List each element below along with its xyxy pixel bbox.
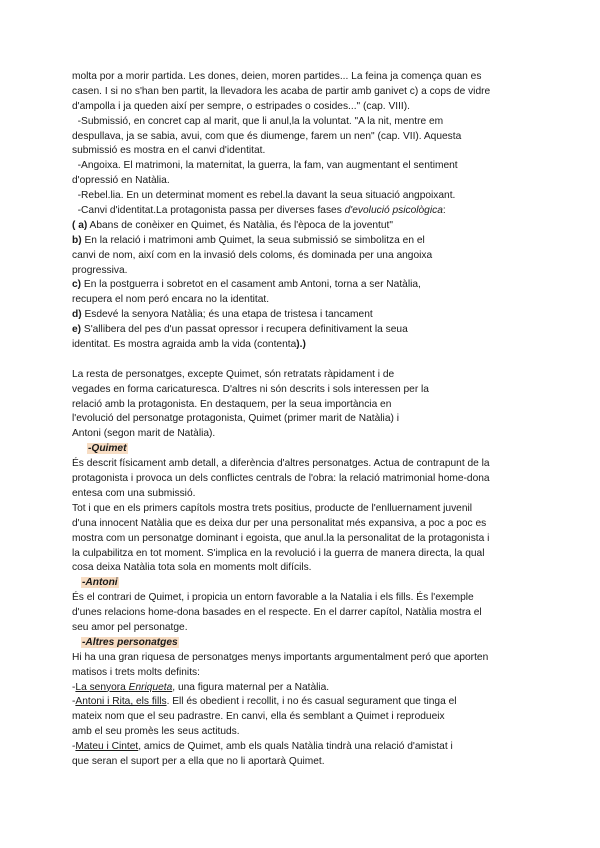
quimet-heading-line	[72, 442, 532, 457]
altres-heading-line	[72, 636, 532, 651]
paragraph-line: protagonista i provoca un dels conflictes centrals de l'obra: la relació matrimonial home-dona	[72, 473, 490, 485]
character-name-italic: Enriqueta	[128, 681, 173, 693]
paragraph-line: És descrit físicament amb detall, a diferència d'altres personatges. Actua de contrapunt de la	[72, 458, 490, 470]
canvi-prefix: -Canvi d'identitat.La protagonista passa per diverses fases	[72, 205, 345, 217]
canvi-suffix: :	[442, 205, 446, 217]
paragraph-line: l'evolució del personatge protagonista, Quimet (primer marit de Natàlia) i	[72, 413, 399, 425]
paragraph-line: canvi de nom, així com en la invasió dels coloms, és dominada per una angoixa	[72, 249, 433, 261]
paragraph-line: d'una innocent Natàlia que es deixa dur per una personalitat més expansiva, a poc a poc es	[72, 517, 487, 529]
section-heading-quimet: -Quimet	[88, 443, 127, 455]
character-description: . Ell és obedient i recollit, i no és casual segurament que tinga el	[166, 696, 457, 708]
paragraph-line: d'opressió en Natàlia.	[72, 175, 170, 187]
canvi-identitat-line	[72, 204, 532, 219]
canvi-emphasis: d'evolució psicològica	[344, 205, 443, 217]
phase-a	[72, 219, 532, 234]
paragraph-line: entesa com una submissió.	[72, 487, 196, 499]
dash: -	[72, 681, 76, 693]
phase-letter: d)	[72, 309, 82, 321]
section-heading-altres: -Altres personatges	[82, 636, 178, 648]
paragraph-line: despullava, ja se sabia, avui, com que és diumenge, farem un nen" (cap. VII). Aquesta	[72, 130, 462, 142]
phase-text: Abans de conèixer en Quimet, és Natàlia, és l'època de la joventut"	[87, 219, 393, 231]
phase-d	[72, 308, 532, 323]
phase-text: Esdevé la senyora Natàlia; és una etapa de tristesa i tancament	[81, 309, 373, 321]
phase-letter: c)	[72, 279, 82, 291]
paragraph-line: -Submissió, en concret cap al marit, que li anul,la la voluntat. "A la nit, mentre em	[72, 115, 444, 127]
phase-c	[72, 278, 532, 293]
paragraph-line: progressiva.	[72, 264, 128, 276]
paragraph-line: Tot i que en els primers capítols mostra trets positius, producte de l'enlluernament juvenil	[72, 502, 473, 514]
paragraph-line: La resta de personatges, excepte Quimet, són retratats ràpidament i de	[72, 368, 395, 380]
character-fills	[72, 695, 532, 710]
character-name-prefix: La senyora	[75, 681, 129, 693]
phase-letter: b)	[72, 234, 82, 246]
section-heading-antoni: -Antoni	[82, 577, 118, 589]
dash: -	[72, 741, 76, 753]
paragraph-line: recupera el nom peró encara no la identitat.	[72, 294, 270, 306]
character-description: , una figura maternal per a Natàlia.	[172, 681, 330, 693]
document-page	[72, 70, 532, 770]
paragraph-line: seu amor pel personatge.	[72, 621, 188, 633]
phase-e	[72, 323, 532, 338]
character-name: Mateu i Cintet	[75, 741, 139, 753]
character-name	[75, 682, 172, 693]
spacer	[72, 353, 532, 368]
paragraph-line: amb el seu promès les seus actituds.	[72, 726, 240, 738]
paragraph-line: d'unes relacions home-dona basades en el respecte. En el darrer capítol, Natàlia mostra el	[72, 607, 482, 619]
phase-text: S'allibera del pes d'un passat opressor i recupera definitivament la seua	[81, 324, 408, 336]
paragraph-line: molta por a morir partida. Les dones, deien, moren partides... La feina ja comença quan es	[72, 71, 482, 82]
paragraph-line: submissió es mostra en el canvi d'identitat.	[72, 145, 266, 157]
paragraph-line: casen. I si no s'han ben partit, la llevadora les acaba de partir amb ganivet c) a cops de vidre	[72, 85, 491, 97]
paragraph-line: mateix nom que el seu padrastre. En canvi, ella és semblant a Quimet i reprodueix	[72, 711, 445, 723]
paragraph-line: mostra com un personatge dominant i egoista, que anul.la la personalitat de la protagonista i	[72, 532, 490, 544]
paragraph-line: -Angoixa. El matrimoni, la maternitat, la guerra, la fam, van augmentant el sentiment	[72, 160, 458, 172]
paragraph-line: matisos i trets molts definits:	[72, 666, 200, 678]
paragraph-line: És el contrari de Quimet, i propicia un entorn favorable a la Natalia i els fills. És l'exemple	[72, 592, 474, 604]
character-name: Antoni i Rita, els fills	[75, 696, 167, 708]
paragraph-line: vegades en forma caricaturesca. D'altres ni són descrits i sols interessen per la	[72, 383, 429, 395]
phase-text: identitat. Es mostra agraida amb la vida (contenta	[72, 339, 297, 351]
paragraph-line: cosa deixa Natàlia tota sola en moments molt difícils.	[72, 562, 312, 574]
paragraph-line: Hi ha una gran riquesa de personatges menys importants argumentalment peró que aporten	[72, 651, 489, 663]
paragraph-line: relació amb la protagonista. En destaquem, per la seua importància en	[72, 398, 392, 410]
character-enriqueta	[72, 681, 532, 696]
phase-e-end	[72, 338, 532, 353]
phase-text: En la postguerra i sobretot en el casament amb Antoni, torna a ser Natàlia,	[81, 279, 421, 291]
paragraph-line: Antoni (segon marit de Natàlia).	[72, 428, 216, 440]
character-mateu-cintet	[72, 740, 532, 755]
paragraph-line: -Rebel.lia. En un determinat moment es rebel.la davant la seua situació angpoixant.	[72, 190, 456, 202]
character-description: , amics de Quimet, amb els quals Natàlia tindrà una relació d'amistat i	[138, 741, 453, 753]
paragraph-line: que seran el suport per a ella que no li aportarà Quimet.	[72, 755, 325, 767]
phase-b	[72, 234, 532, 249]
phase-text: En la relació i matrimoni amb Quimet, la seua submissió se simbolitza en el	[81, 234, 425, 246]
antoni-heading-line	[72, 576, 532, 591]
phase-close: ).)	[296, 339, 306, 351]
dash: -	[72, 696, 76, 708]
phase-letter: ( a)	[72, 219, 88, 231]
paragraph-line: d'ampolla i ja queden així per sempre, o estripades o cosides..." (cap. VIII).	[72, 100, 410, 112]
paragraph-line: la culpabilitza en tot moment. S'implica en la revolució i la guerra de manera directa, la qual	[72, 547, 485, 559]
phase-letter: e)	[72, 324, 82, 336]
